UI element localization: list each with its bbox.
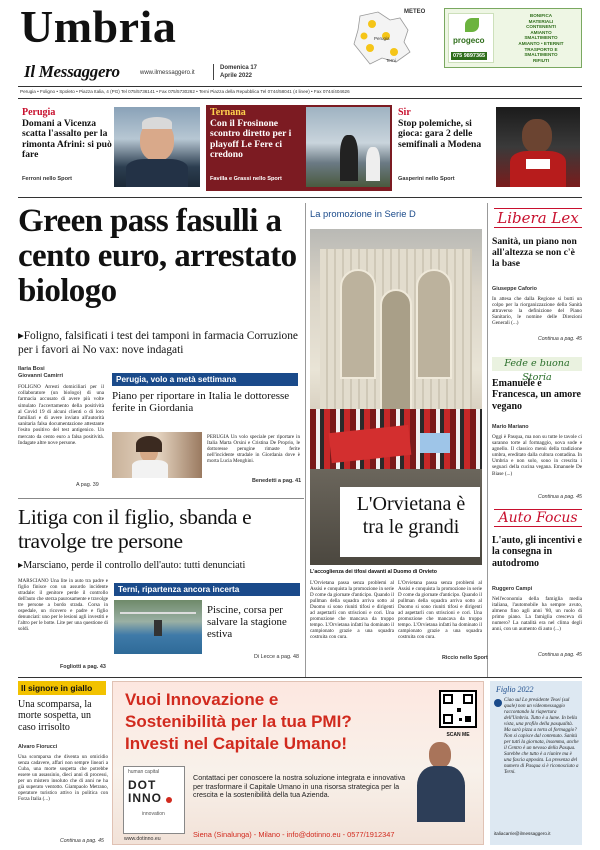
litiga-headline[interactable]: Litiga con il figlio, sbanda e travolge tre persone	[18, 505, 252, 553]
qr-code-icon[interactable]	[439, 690, 477, 728]
teaser-byline: Ferroni nello Sport	[22, 176, 73, 182]
teaser-photo-stadium	[306, 107, 390, 187]
dotinno-logo[interactable]	[123, 766, 185, 834]
volo-jump[interactable]: Benedetti a pag. 41	[252, 478, 302, 484]
teaser-perugia[interactable]	[18, 105, 202, 191]
teaser-photo-coach	[114, 107, 200, 187]
issue-day: Domenica 17	[220, 65, 258, 71]
giallo-author: Alvaro Fiorucci	[18, 744, 58, 750]
volo-photo	[112, 432, 202, 478]
litiga-body: MARSCIANO Una lite in auto tra padre e figlio finisce con un assurdo incidente stradale: il genitore perde il controllo dell'auto che sterza paurosamente e travolge tre persone a bordo strada. Corsa in ospedale, un ricovero e padre e figlio denunciati: uno per le lesioni agli investiti e l'altro per le botte. Lite per una questione di soldi.	[18, 578, 108, 632]
volo-headline[interactable]: Piano per riportare in Italia le dottoresse ferite in Giordania	[112, 390, 290, 415]
auto-body: Nell'economia della famiglia media italiana, l'automobile ha sempre avuto, almeno fino agli anni '80, un ruolo di primo piano. La famiglia cresceva di numero? La natalità era nel clima degli anni, con un aumento di auto (...)	[492, 596, 582, 633]
orvieto-duomo-photo	[310, 229, 482, 565]
teaser-sir[interactable]	[396, 105, 582, 191]
sanita-title[interactable]: Sanità, un piano non all'altezza se non c'è la base	[492, 236, 577, 269]
lead-subhead: ▸Foligno, falsificati i test dei tamponi in farmacia Corruzione per i favori ai No vax: nove indagati	[18, 330, 298, 356]
ad-line-2: Sostenibilità per la tua PMI?	[125, 712, 352, 731]
auto-jump[interactable]: Continua a pag. 45	[538, 652, 582, 658]
teaser-title: Stop polemiche, si gioca: gara 2 delle semifinali a Modena	[398, 118, 482, 150]
figlio-header: Figlio 2022	[496, 685, 534, 694]
meteo-city-perugia: Perugia	[374, 36, 390, 41]
teaser-photo-volley	[496, 107, 580, 187]
terni-photo-pool	[114, 600, 202, 654]
emanuele-author: Mario Mariano	[492, 424, 529, 430]
lead-author-1: Ilaria Bosi	[18, 366, 45, 372]
ad-line-1: Vuoi Innovazione e	[125, 690, 279, 709]
volo-kicker: Perugia, volo a metà settimana	[112, 373, 298, 386]
rubric-fede: Fede e buona Storia	[492, 357, 582, 371]
terni-headline[interactable]: Piscine, corsa per salvare la stagione estiva	[207, 604, 287, 641]
lead-headline[interactable]: Green pass fasulli a cento euro, arrestato biologo	[18, 203, 297, 309]
volo-body: PERUGIA Un volo speciale per riportare in Italia Marta Orsini e Cristina De Proprio, le dottoresse perugine rimaste ferite nell'incidente stradale in Giordania dove è morta Lucia Menghini.	[207, 434, 300, 464]
sun-icon	[368, 20, 376, 28]
sun-icon	[390, 48, 398, 56]
sanita-body: In attesa che dalla Regione si butti un colpo per la riorganizzazione della Sanità attraverso la definizione del Piano Sanitario, le nomine delle Direzioni Generali (...)	[492, 296, 582, 327]
dotinno-ad[interactable]	[112, 681, 484, 845]
ad-person-photo	[415, 742, 467, 822]
teaser-title: Domani a Vicenza scatta l'assalto per la rimonta Afrini: si può fare	[22, 118, 112, 161]
teaser-byline: Favilla e Grassi nello Sport	[210, 176, 282, 182]
giallo-title[interactable]: Una scomparsa, la morte sospetta, un caso irrisolto	[18, 699, 92, 733]
progeco-ad[interactable]	[444, 8, 582, 68]
qr-scan-label: SCAN ME	[446, 732, 470, 738]
sanita-author: Giuseppe Caforio	[492, 286, 537, 292]
edition-title: Umbria	[20, 1, 177, 52]
meteo-map	[330, 8, 435, 68]
progeco-services: BONIFICA MATERIALI CONTENENTI AMIANTO SMALTIMENTO AMIANTO • ETERNIT TRASPORTO E SMALTIMENTO RIFIUTI	[518, 13, 564, 63]
sun-icon	[366, 44, 374, 52]
giallo-jump[interactable]: Continua a pag. 45	[60, 838, 104, 844]
figlio-box	[490, 681, 582, 845]
giallo-body: Una scomparsa che diventa un omicidio senza cadavere, affari non sempre lineari a Cuba, una morte sospetta che potrebbe essere un assassinio, dieci anni di processi, per un mistero insoluto che di anni ne ha già superato ventotto. Giampaolo Metrano, operatore turistico attivo in politica con Forza Italia (...)	[18, 754, 108, 802]
orvietana-title: L'Orvietana è tra le grandi	[356, 493, 466, 538]
ad-description: Contattaci per conoscere la nostra soluzione integrata e innovativa per trasformare il Capitale Umano in una risorsa strategica per la crescita e la sostenibilità della tua Azienda.	[193, 773, 406, 800]
meteo-label: METEO	[404, 9, 426, 15]
orvietana-title-box[interactable]	[340, 487, 480, 557]
ad-line-3: Investi nel Capitale Umano!	[125, 734, 347, 753]
auto-author: Ruggero Campi	[492, 586, 533, 592]
teaser-kicker: Sir	[398, 107, 411, 118]
center-caption: L'accoglienza dei tifosi davanti al Duomo di Orvieto	[310, 569, 437, 575]
dotinno-dot-icon	[166, 797, 172, 803]
emanuele-body: Oggi è Pasqua, ma non su tutte le tavole ci saranno torte al formaggio, uova sode e agnello. Il classico menù della tradizione umbra, ereditato dalla cultura contadina. In Umbria e non solo, sono in crescita i seguaci della cucina vegana. Emanuele De Biase (...)	[492, 434, 582, 477]
issue-month: Aprile 2022	[220, 73, 253, 79]
teaser-byline: Gasperini nello Sport	[398, 176, 455, 182]
emanuele-jump[interactable]: Continua a pag. 45	[538, 494, 582, 500]
emanuele-title[interactable]: Emanuele e Francesca, un amore vegano	[492, 378, 581, 412]
progeco-leaf-icon	[465, 18, 479, 32]
center-body-1: L'Orvietana passa senza problemi al Assisi e conquista la promozione in serie D come da giornate d'anticipo. Quando il pullman della squadra arriva sotto al Duomo si sono riuniti tifosi e dirigenti ad aspettarli con striscioni e cori. Una promozione che mancava da troppo tempo. L'Orvietana infatti ha dominato il campionato grazie a una squadra costruita con cura.	[310, 580, 394, 640]
newspaper-logo: Il Messaggero	[24, 62, 120, 81]
progeco-logo-box	[448, 13, 494, 63]
giallo-kicker: Il signore in giallo	[18, 681, 106, 695]
website[interactable]: www.ilmessaggero.it	[140, 70, 195, 76]
teaser-kicker: Ternana	[210, 107, 246, 118]
figlio-body: Ciao sul Lo presidente Tesei (sul quale) non un videomessaggio raccontando la riapertura dell'Umbria. Tutto è a lume. In bella vista, una profilo della pasqualità. Ma sarà pizza a torta al formaggio? Non si capisce dal contenuto. Sanità per tutti la giornata, insomma, anche il Centro è un nevoso della Pasqua. Sarebbe che tutto è a riunire ma è una fascia apposita. La presenza del numero di Pasqua si è riconosciuto a Terni.	[504, 698, 579, 775]
dotinno-logo-sub: innovation	[142, 811, 165, 817]
center-kicker: La promozione in Serie D	[310, 208, 416, 219]
auto-title[interactable]: L'auto, gli incentivi e la consegna in autodromo	[492, 535, 582, 569]
terni-jump[interactable]: Di Lecce a pag. 48	[254, 654, 299, 660]
litiga-jump[interactable]: Fogliotti a pag. 43	[60, 664, 106, 670]
teaser-ternana[interactable]	[206, 105, 392, 191]
lead-body: FOLIGNO Arresti domiciliari per il collaboratore (un biologo) di una farmacia accusato di avere più volte simulato l'accertamento della positività al Covid 19 di alcuni clienti o di loro familiari e di avere inviato all'autorità sanitaria falsa documentazione attestante l'esito positivo del test antigenico. Un mercato da cento euro a falsa positività. Indagate altre nove persone.	[18, 384, 104, 446]
sun-icon	[361, 33, 368, 40]
rubric-auto-focus: Auto Focus	[494, 509, 582, 527]
sanita-jump[interactable]: Continua a pag. 45	[538, 336, 582, 342]
meteo-city-terni: Terni	[386, 58, 396, 63]
terni-kicker: Terni, ripartenza ancora incerta	[114, 583, 300, 596]
center-body-2: L'Orvietana passa senza problemi al Assisi e conquista la promozione in serie D come da giornate d'anticipo. Quando il pullman della squadra arriva sotto al Duomo si sono riuniti tifosi e dirigenti ad aspettarli con striscioni e cori. Una promozione che mancava da troppo tempo. L'Orvietana infatti ha dominato il campionato grazie a una squadra costruita con cura.	[398, 580, 482, 640]
dotinno-logo-small: human capital	[128, 769, 160, 775]
progeco-phone: 075 9897365	[453, 53, 486, 59]
teaser-title: Con il Frosinone scontro diretto per i playoff Le Fere ci credono	[210, 118, 292, 161]
teaser-kicker: Perugia	[22, 107, 56, 118]
lead-jump[interactable]: A pag. 39	[76, 482, 99, 488]
lead-author-2: Giovanni Camirri	[18, 373, 64, 379]
figlio-email[interactable]: italiacarrie@ilmessaggero.it	[494, 831, 551, 836]
rubric-libera-lex: Libera Lex	[494, 208, 582, 228]
figlio-info-icon	[494, 699, 502, 707]
litiga-subhead: ▸Marsciano, perde il controllo dell'auto: tutti denunciati	[18, 560, 246, 571]
address-line: Perugia • Foligno • Spoleto • Piazza Italia, 4 (PG) Tel 075/5736141 • Fax 075/5730262 • Terni Piazza della Repubblica Tel 0744/58041 (4 linee) • Fax 0744/404626	[20, 89, 350, 94]
progeco-brand: progeco	[453, 36, 485, 45]
dotinno-website-label[interactable]: www.dotinno.eu	[124, 836, 161, 842]
center-jump[interactable]: Riccio nello Sport	[442, 655, 488, 661]
ad-contact[interactable]: Siena (Sinalunga) - Milano - info@dotinno.eu - 0577/1912347	[193, 830, 395, 839]
dotinno-logo-main: DOT INNO	[128, 778, 162, 805]
